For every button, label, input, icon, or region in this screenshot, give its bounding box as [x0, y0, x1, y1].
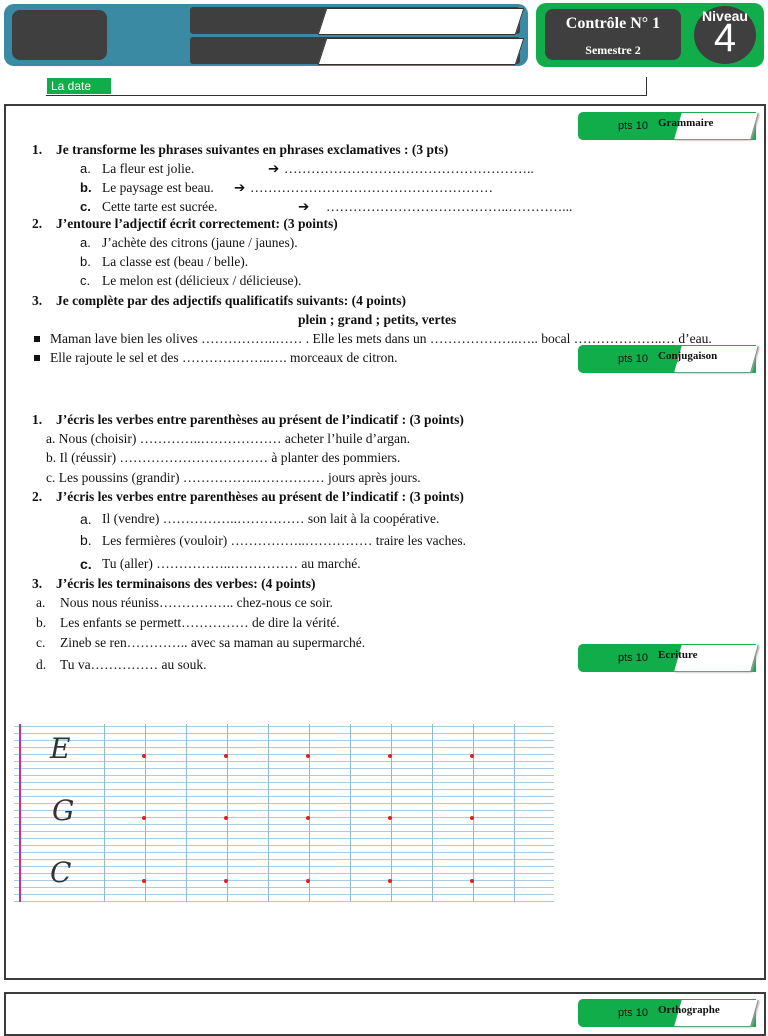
semester-label: Semestre 2 [585, 43, 641, 57]
bullet-icon [34, 336, 40, 342]
level-number: 4 [713, 16, 737, 60]
item-letter: b. [80, 532, 92, 548]
question-title: J’écris les verbes entre parenthèses au présent de l’indicatif : (3 points) [56, 489, 464, 504]
item-letter: c. [80, 199, 91, 214]
guide-dot [142, 754, 146, 758]
arrow-icon: ➔ [234, 180, 246, 195]
guide-dot [470, 879, 474, 883]
item-text[interactable]: La classe est (beau / belle). [102, 254, 249, 269]
item-letter: c. [80, 556, 92, 572]
section-points: pts 10 [618, 1007, 648, 1019]
item-letter: a. [80, 161, 91, 176]
question-title: Je transforme les phrases suivantes en phrases exclamatives : (3 pts) [56, 142, 449, 157]
guide-dot [306, 816, 310, 820]
item-text[interactable]: Le melon est (délicieux / délicieuse). [102, 273, 302, 288]
item-text[interactable]: J’achète des citrons (jaune / jaunes). [102, 235, 298, 250]
item-letter: a. [36, 595, 46, 610]
date-field[interactable] [46, 77, 647, 96]
item-letter: c. [36, 635, 46, 650]
item-letter: b. [80, 180, 92, 195]
fill-sentence[interactable]: Zineb se ren………….. avec sa maman au supermarché. [60, 635, 366, 650]
question-title: J’écris les terminaisons des verbes: (4 points) [56, 576, 316, 591]
question-title: J’écris les verbes entre parenthèses au présent de l’indicatif : (3 points) [56, 412, 464, 427]
grid-column-line [432, 724, 433, 902]
guide-dot [306, 754, 310, 758]
guide-dot [470, 816, 474, 820]
grid-column-line [309, 724, 310, 902]
fill-sentence[interactable]: c. Les poussins (grandir) ……………..…………… jours après jours. [46, 470, 421, 485]
section-title: Conjugaison [658, 350, 718, 362]
item-letter: a. [80, 235, 91, 250]
section-tab-orthographe [578, 999, 756, 1027]
guide-dot [388, 816, 392, 820]
class-input[interactable] [318, 38, 525, 65]
section-tab-ecriture [578, 644, 756, 672]
item-letter: a. [80, 511, 92, 527]
control-box [545, 9, 681, 60]
grid-margin-line [19, 724, 21, 902]
section-tab-grammaire [578, 112, 756, 140]
question-number: 2. [32, 489, 43, 504]
control-title: Contrôle N° 1 [565, 15, 661, 32]
grid-column-line [145, 724, 146, 902]
model-letter: E [50, 732, 71, 765]
item-letter: d. [36, 657, 47, 672]
fill-sentence[interactable]: a. Nous (choisir) …………..……………… acheter l’huile d’argan. [46, 431, 411, 446]
arrow-icon: ➔ [268, 161, 280, 176]
fill-sentence[interactable]: Nous nous réuniss…………….. chez-nous ce soir. [60, 595, 333, 610]
section-title: Ecriture [658, 649, 698, 661]
fill-sentence[interactable]: Il (vendre) ……………..…………… son lait à la coopérative. [102, 511, 440, 526]
arrow-icon: ➔ [298, 199, 310, 214]
grid-column-line [186, 724, 187, 902]
school-logo-placeholder [12, 10, 107, 60]
guide-dot [388, 879, 392, 883]
question-title: J’entoure l’adjectif écrit correctement: (3 points) [56, 216, 338, 231]
guide-dot [388, 754, 392, 758]
question-number: 1. [32, 412, 43, 427]
grid-column-line [473, 724, 474, 902]
fill-sentence[interactable]: Tu (aller) ……………..…………… au marché. [102, 556, 361, 571]
fill-sentence[interactable]: Les fermières (vouloir) ……………..…………… traire les vaches. [102, 533, 467, 548]
item-text: Cette tarte est sucrée. [102, 199, 218, 214]
model-letter: C [50, 856, 72, 889]
grid-column-line [514, 724, 515, 902]
guide-dot [306, 879, 310, 883]
bullet-icon [34, 355, 40, 361]
question-number: 1. [32, 142, 43, 157]
fill-sentence[interactable]: b. Il (réussir) …………………………… à planter des pommiers. [46, 450, 401, 465]
date-label: La date [47, 78, 111, 94]
item-letter: c. [80, 273, 91, 288]
fill-sentence[interactable]: Les enfants se permett…………… de dire la vérité. [60, 615, 340, 630]
question-number: 3. [32, 576, 43, 591]
item-text: La fleur est jolie. [102, 161, 195, 176]
guide-dot [142, 879, 146, 883]
fill-sentence[interactable]: Maman lave bien les olives ……………..…… . Elle les mets dans un ………………..….. bocal ………………..… d’eau. [50, 331, 712, 346]
guide-dot [224, 879, 228, 883]
handwriting-grid[interactable] [14, 724, 554, 902]
answer-blank[interactable]: ……………………………………………….. [284, 161, 534, 176]
section-tab-conjugaison [578, 345, 756, 373]
question-title: Je complète par des adjectifs qualificatifs suivants: (4 points) [56, 293, 406, 308]
section-points: pts 10 [618, 652, 648, 664]
guide-dot [224, 754, 228, 758]
answer-blank[interactable]: ……………………………………………… [250, 180, 493, 195]
fill-sentence[interactable]: Tu va…………… au souk. [60, 657, 207, 672]
question-number: 2. [32, 216, 43, 231]
section-points: pts 10 [618, 120, 648, 132]
fill-sentence[interactable]: Elle rajoute le sel et des ………………..…. morceaux de citron. [50, 350, 398, 365]
grid-column-line [104, 724, 105, 902]
model-letter: G [52, 794, 75, 827]
section-title: Orthographe [658, 1004, 720, 1016]
word-list: plein ; grand ; petits, vertes [298, 312, 457, 327]
question-number: 3. [32, 293, 43, 308]
grid-column-line [268, 724, 269, 902]
answer-blank[interactable]: …………………………………..…………... [326, 199, 573, 214]
item-text: Le paysage est beau. [102, 180, 214, 195]
guide-dot [224, 816, 228, 820]
item-letter: b. [80, 254, 91, 269]
guide-dot [142, 816, 146, 820]
level-label: Niveau [702, 8, 748, 24]
name-input[interactable] [318, 8, 525, 35]
grid-column-line [391, 724, 392, 902]
section-title: Grammaire [658, 117, 714, 129]
guide-dot [470, 754, 474, 758]
grid-column-line [227, 724, 228, 902]
grid-column-line [350, 724, 351, 902]
item-letter: b. [36, 615, 47, 630]
section-points: pts 10 [618, 353, 648, 365]
